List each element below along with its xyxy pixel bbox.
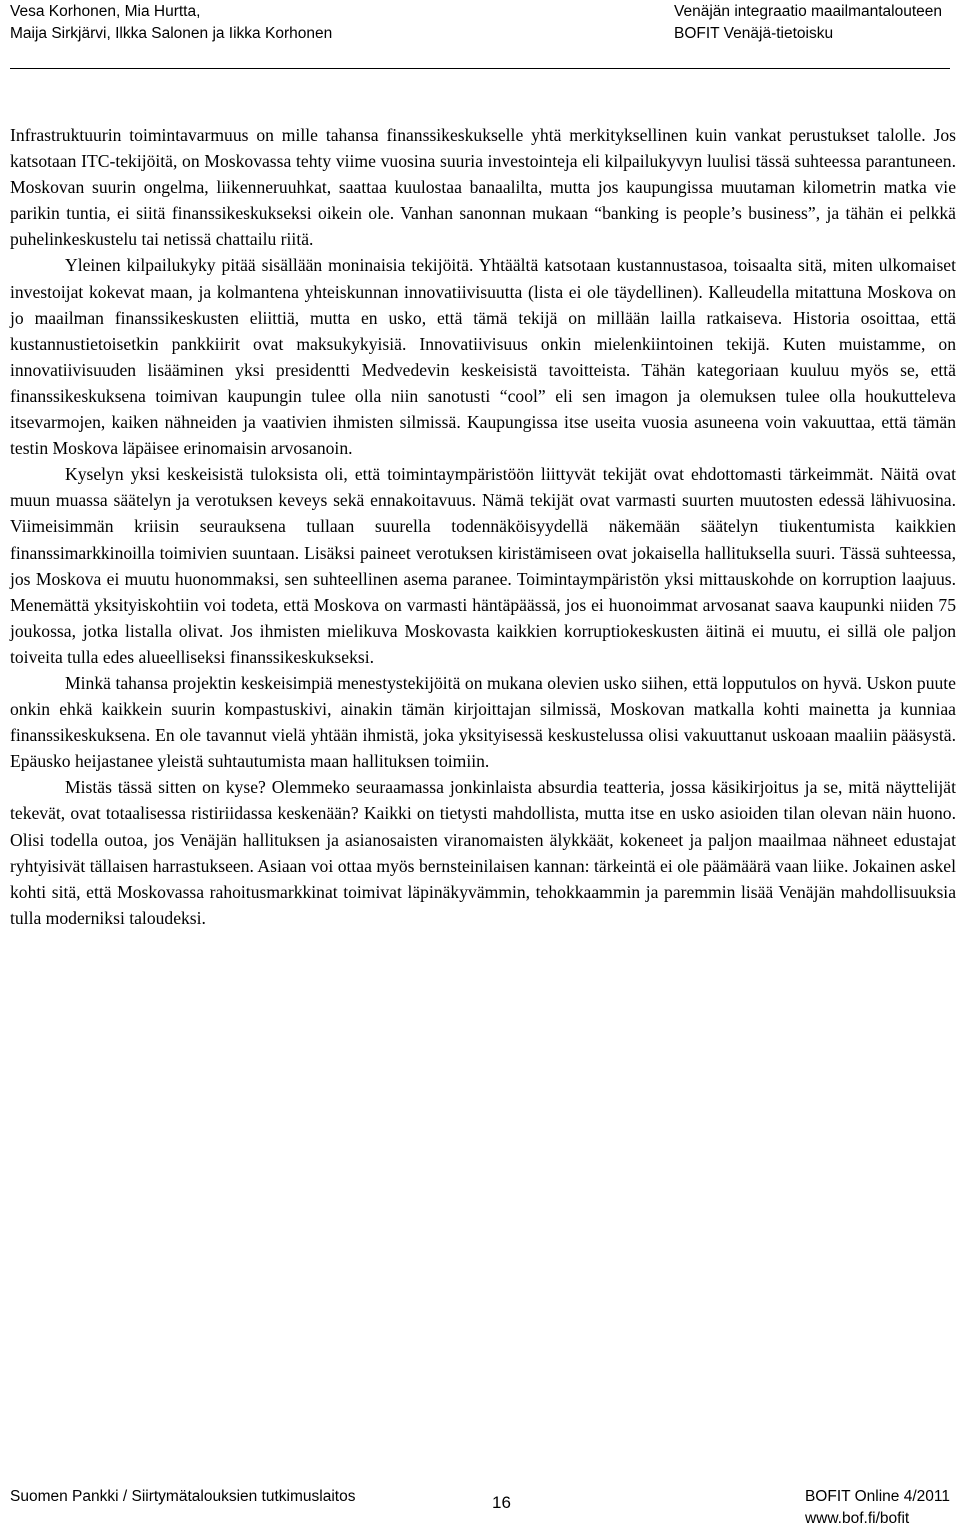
header-publication-title [674, 1, 942, 45]
page-header [10, 0, 950, 69]
header-authors [10, 1, 332, 45]
paragraph-3: Kyselyn yksi keskeisistä tuloksista oli, että toimintaympäristöön liittyvät tekijät ovat ehdottomasti tärkeimmät. Näitä ovat muun muassa säätelyn ja verotuksen keveys sekä ennakoitavuus. Nämä tekijät ovat varmasti suurten muutosten edessä lähivuosina. Viimeisimmän kriisin seurauksena tullaan suurella todennäköisyydellä näkemään säätelyn tiukentumista kaikkien finanssimarkkinoilla toimivien suuntaan. Lisäksi paineet verotuksen kiristämiseen ovat jokaisella hallituksella suuri. Tässä suhteessa, jos Moskova ei muutu huonommaksi, sen suhteellinen asema paranee. Toimintaympäristön yksi mittauskohde on korruption laajuus. Menemättä yksityiskohtiin voi todeta, että Moskova on varmasti häntäpäässä, jos ei huonoimmat arvosanat saava kaupunki niiden 75 joukossa, jotka listalla olivat. Jos ihmisten mielikuva Moskovasta kaikkien korruptiokeskusten äitinä ei muutu, ei sillä ole paljon toiveita tulla edes alueelliseksi finanssikeskukseksi. [10, 464, 956, 667]
paragraph-4: Minkä tahansa projektin keskeisimpiä menestystekijöitä on mukana olevien usko siihen, että lopputulos on hyvä. Uskon puute onkin ehkä kaikkein suurin kompastuskivi, ainakin tämän kirjoittajan silmissä, Moskovan matkalla kohti mainetta ja kunniaa finanssikeskuksena. En ole tavannut vielä yhtään ihmistä, joka yksityisessä keskustelussa olisi vakuuttanut uskoaan maaliin pääsystä. Epäusko heijastanee yleistä suhtautumista maan hallituksen toimiin. [10, 672, 956, 772]
page-footer [10, 1486, 950, 1530]
header-title-line-1: Venäjän integraatio maailmantalouteen [674, 3, 942, 20]
footer-publication-info [805, 1486, 950, 1530]
article-body [10, 122, 956, 931]
page-number: 16 [492, 1493, 511, 1512]
paragraph-2: Yleinen kilpailukyky pitää sisällään moninaisia tekijöitä. Yhtäältä katsotaan kustannustasoa, toisaalta sitä, miten ulkomaiset investoijat kokevat maan, ja kolmantena yhteiskunnan innovatiivisuutta (lista ei ole täydellinen). Kalleudella mitattuna Moskova on jo maailman finanssikeskusten eliittiä, mutta en usko, että tämä tekijä on millään lailla ratkaiseva. Historia osoittaa, että kustannustietoisetkin pankkiirit ovat maksukykyisiä. Innovatiivisuus onkin mielenkiintoinen tekijä. Kuten muistamme, on innovatiivisuuden lisääminen yksi presidentti Medvedevin keskeisistä tavoitteista. Tähän kategoriaan kuuluu myös se, että finanssikeskuksena toimivan kaupungin tulee olla niin sanotusti “cool” eli sen imagon ja olemuksen tulee olla houkutteleva itsevarmojen, kaiken nähneiden ja vaativien ihmisten silmissä. Kaupungissa itse useita vuosia asuneena voin vakuuttaa, että tämän testin Moskova läpäisee erinomaisin arvosanoin. [10, 255, 956, 459]
footer-website-link[interactable]: www.bof.fi/bofit [804, 1510, 910, 1527]
paragraph-1: Infrastruktuurin toimintavarmuus on mille tahansa finanssikeskukselle yhtä merkityksellinen kuin vankat perustukset talolle. Jos katsotaan ITC-tekijöitä, on Moskovassa tehty viime vuosina suuria investointeja eli kilpailukyvyn luulisi tässä suhteessa parantuneen. Moskovan suurin ongelma, liikenneruuhkat, saattaa kuulostaa banaalilta, mutta jos kaupungissa muutaman kilometrin matka vie parikin tuntia, ei siitä finanssikeskukseksi oikein ole. Vanhan sanonnan mukaan “banking is people’s business”, ja tähän ei pelkkä puhelinkeskustelu tai netissä chattailu riitä. [10, 125, 956, 250]
paragraph-5: Mistäs tässä sitten on kyse? Olemmeko seuraamassa jonkinlaista absurdia teatteria, jossa käsikirjoitus ja se, mitä näyttelijät tekevät, ovat totaalisessa ristiriidassa keskenään? Kaikki on tietysti mahdollista, mutta itse en usko asioiden tilan olevan näin huono. Olisi todella outoa, jos Venäjän hallituksen ja asianosaisten viranomaisten älykkäät, kokeneet ja paljon maailmaa nähneet edustajat ryhtyisivät tällaisen harrastukseen. Asiaan voi ottaa myös bernsteinilaisen kannan: tärkeintä ei ole päämäärä vaan liike. Jokainen askel kohti sitä, että Moskovassa rahoitusmarkkinat toimivat läpinäkyvämmin, tehokkaammin ja paremmin lisää Venäjän mahdollisuuksia tulla moderniksi taloudeksi. [10, 777, 956, 928]
header-authors-line-1: Vesa Korhonen, Mia Hurtta, [10, 3, 201, 20]
header-title-line-2: BOFIT Venäjä-tietoisku [674, 25, 834, 42]
footer-institution: Suomen Pankki / Siirtymätalouksien tutkimuslaitos [10, 1488, 356, 1505]
header-authors-line-2: Maija Sirkjärvi, Ilkka Salonen ja Iikka Korhonen [10, 25, 333, 42]
footer-publication: BOFIT Online 4/2011 [804, 1488, 950, 1505]
